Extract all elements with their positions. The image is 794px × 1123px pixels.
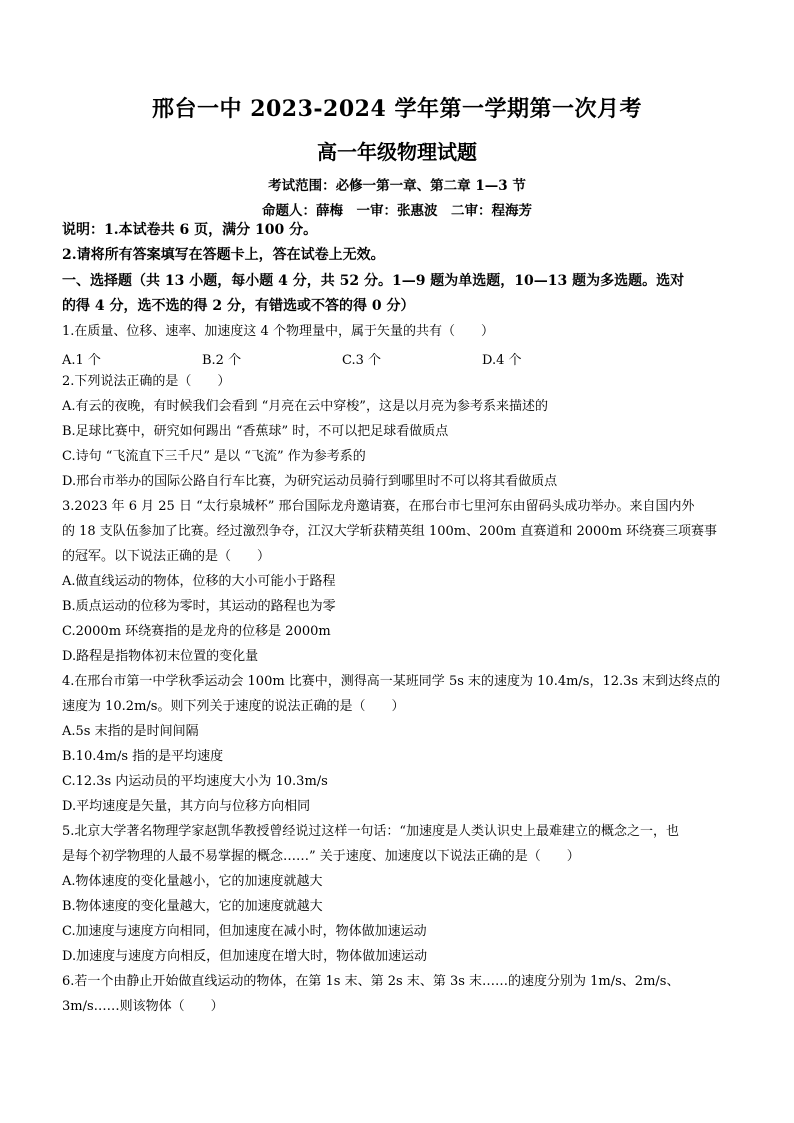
q3-stem-line-2: 的 18 支队伍参加了比赛。经过激烈争夺，江汉大学斩获精英组 100m、200m 直赛道和 2000m 环绕赛三项赛事: [62, 524, 718, 539]
q1-stem: 1.在质量、位移、速率、加速度这 4 个物理量中，属于矢量的共有（ ）: [62, 324, 494, 339]
exam-authors: 命题人：薛梅 一审：张惠波 二审：程海芳: [262, 203, 532, 219]
section-heading-line-1: 一、选择题（共 13 小题，每小题 4 分，共 52 分。1—9 题为单选题，10—13 题为多选题。选对: [62, 273, 685, 289]
q2-option-c: C.诗句 “飞流直下三千尺” 是以 “飞流” 作为参考系的: [62, 449, 366, 464]
q5-stem-line-1: 5.北京大学著名物理学家赵凯华教授曾经说过这样一句话：“加速度是人类认识史上最难建立的概念之一，也: [62, 824, 680, 839]
q5-option-c: C.加速度与速度方向相同，但加速度在减小时，物体做加速运动: [62, 924, 427, 939]
q5-option-a: A.物体速度的变化量越小，它的加速度就越大: [62, 874, 323, 889]
q1-option-c: C.3 个: [342, 353, 382, 368]
q1-option-d: D.4 个: [482, 353, 522, 368]
q1-option-b: B.2 个: [202, 353, 242, 368]
q4-option-a: A.5s 末指的是时间间隔: [62, 724, 199, 739]
q4-option-d: D.平均速度是矢量，其方向与位移方向相同: [62, 799, 311, 814]
q6-stem-line-1: 6.若一个由静止开始做直线运动的物体，在第 1s 末、第 2s 末、第 3s 末……的速度分别为 1m/s、2m/s、: [62, 974, 680, 989]
note-1: 说明：1.本试卷共 6 页，满分 100 分。: [62, 222, 318, 238]
q2-stem: 2.下列说法正确的是（ ）: [62, 374, 231, 389]
q2-option-d: D.邢台市举办的国际公路自行车比赛，为研究运动员骑行到哪里时不可以将其看做质点: [62, 474, 558, 489]
q5-option-d: D.加速度与速度方向相反，但加速度在增大时，物体做加速运动: [62, 949, 428, 964]
q5-stem-line-2: 是每个初学物理的人最不易掌握的概念……” 关于速度、加速度以下说法正确的是（ ）: [62, 849, 580, 864]
q3-option-c: C.2000m 环绕赛指的是龙舟的位移是 2000m: [62, 624, 331, 639]
q4-stem-line-1: 4.在邢台市第一中学秋季运动会 100m 比赛中，测得高一某班同学 5s 末的速度为 10.4m/s，12.3s 末到达终点的: [62, 674, 721, 689]
q5-option-b: B.物体速度的变化量越大，它的加速度就越大: [62, 899, 323, 914]
note-2: 2.请将所有答案填写在答题卡上，答在试卷上无效。: [62, 247, 385, 263]
q1-option-a: A.1 个: [62, 353, 101, 368]
q3-option-b: B.质点运动的位移为零时，其运动的路程也为零: [62, 599, 336, 614]
q2-option-a: A.有云的夜晚，有时候我们会看到 “月亮在云中穿梭”，这是以月亮为参考系来描述的: [62, 399, 548, 414]
q3-stem-line-3: 的冠军。以下说法正确的是（ ）: [62, 549, 271, 564]
q4-option-c: C.12.3s 内运动员的平均速度大小为 10.3m/s: [62, 774, 328, 789]
q3-option-d: D.路程是指物体初末位置的变化量: [62, 649, 259, 664]
section-heading-line-2: 的得 4 分，选不选的得 2 分，有错选或不答的得 0 分）: [62, 298, 415, 314]
exam-title: 邢台一中 2023-2024 学年第一学期第一次月考: [152, 96, 642, 122]
q4-option-b: B.10.4m/s 指的是平均速度: [62, 749, 224, 764]
q3-option-a: A.做直线运动的物体，位移的大小可能小于路程: [62, 574, 336, 589]
q6-stem-line-2: 3m/s……则该物体（ ）: [62, 999, 224, 1014]
q3-stem-line-1: 3.2023 年 6 月 25 日 “太行泉城杯” 邢台国际龙舟邀请赛，在邢台市七里河东由留码头成功举办。来自国内外: [62, 499, 695, 514]
q4-stem-line-2: 速度为 10.2m/s。则下列关于速度的说法正确的是（ ）: [62, 699, 405, 714]
q2-option-b: B.足球比赛中，研究如何踢出 “香蕉球” 时，不可以把足球看做质点: [62, 424, 449, 439]
exam-scope: 考试范围：必修一第一章、第二章 1—3 节: [268, 178, 526, 194]
exam-subtitle: 高一年级物理试题: [317, 140, 477, 164]
